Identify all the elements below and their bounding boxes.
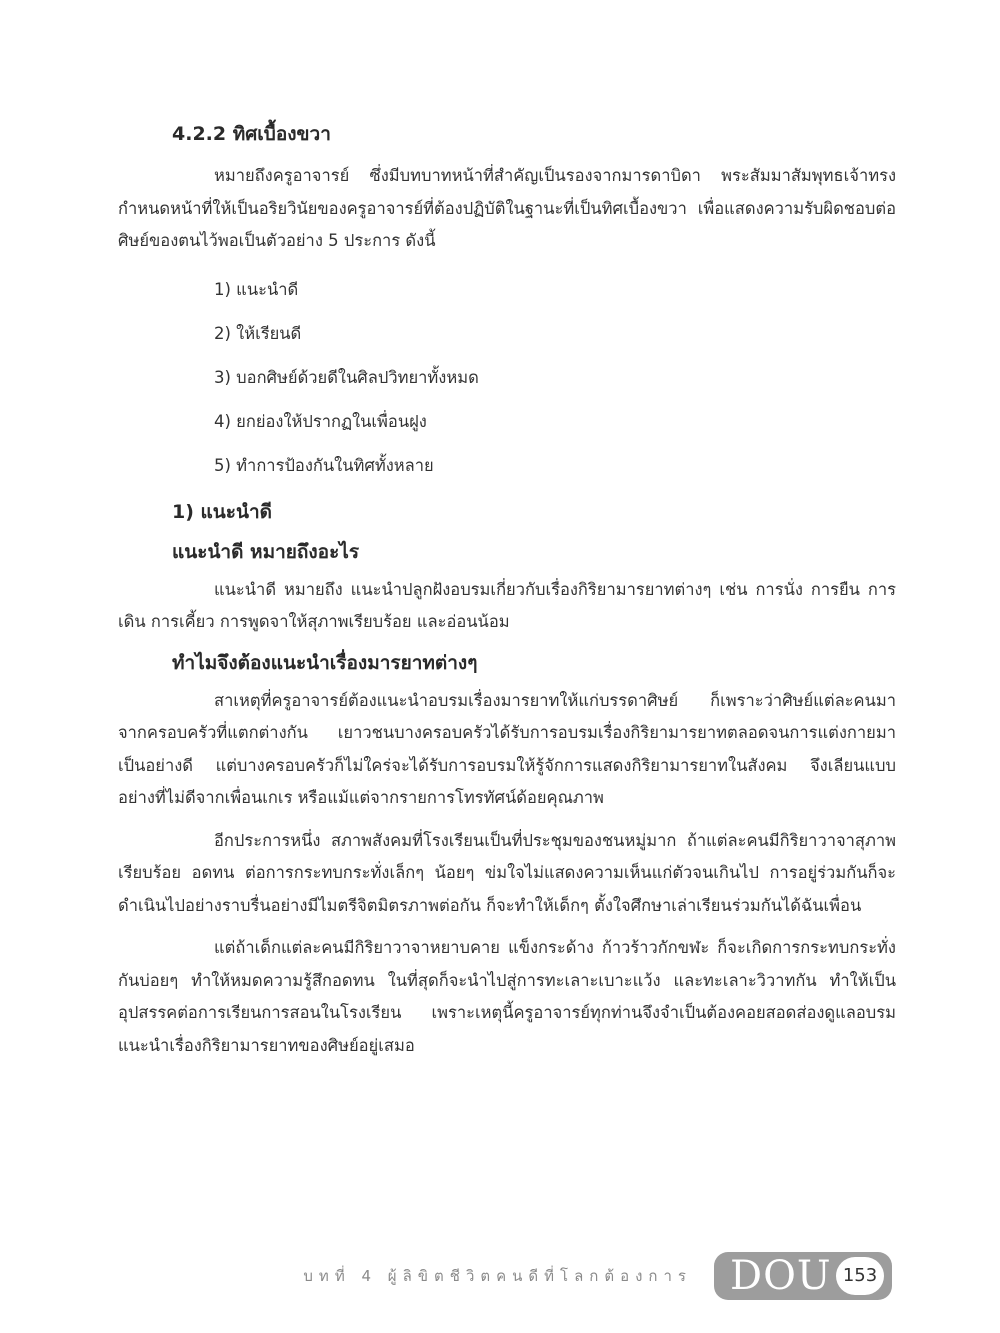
duty-item: 4) ยกย่องให้ปรากฏในเพื่อนฝูง (214, 411, 427, 431)
sub-heading-definition: แนะนำดี หมายถึงอะไร (172, 540, 360, 563)
sub-heading-guidance: 1) แนะนำดี (172, 500, 272, 523)
chapter-title: บทที่ 4 ผู้ลิขิตชีวิตคนดีที่โลกต้องการ (303, 1267, 692, 1285)
page-content (118, 118, 896, 1062)
sub-heading-reason: ทำไมจึงต้องแนะนำเรื่องมารยาทต่างๆ (172, 651, 478, 674)
duties-list (118, 268, 896, 488)
page-number: 153 (836, 1257, 884, 1295)
duty-item: 5) ทำการป้องกันในทิศทั้งหลาย (214, 455, 434, 475)
definition-paragraph: แนะนำดี หมายถึง แนะนำปลูกฝังอบรมเกี่ยวกับเรื่องกิริยามารยาทต่างๆ เช่น การนั่ง การยืน การเดิน การเคี้ยว การพูดจาให้สุภาพเรียบร้อย และอ่อนน้อม (118, 579, 896, 631)
dou-logo: DOU (730, 1253, 832, 1299)
duty-item: 3) บอกศิษย์ด้วยดีในศิลปวิทยาทั้งหมด (214, 367, 479, 387)
duty-item: 2) ให้เรียนดี (214, 323, 302, 343)
reason-paragraph-3: แต่ถ้าเด็กแต่ละคนมีกิริยาวาจาหยาบคาย แข็งกระด้าง ก้าวร้าวกักขฬะ ก็จะเกิดการกระทบกระทั่งกันบ่อยๆ ทำให้หมดความรู้สึกอดทน ในที่สุดก็จะนำไปสู่การทะเลาะเบาะแว้ง และทะเลาะวิวาทกัน ทำให้เป็นอุปสรรคต่อการเรียนการสอนในโรงเรียน เพราะเหตุนี้ครูอาจารย์ทุกท่านจึงจำเป็นต้องคอยสอดส่องดูแลอบรมแนะนำเรื่องกิริยามารยาทของศิษย์อยู่เสมอ (118, 938, 896, 1055)
dou-badge (714, 1252, 892, 1300)
reason-paragraph-1: สาเหตุที่ครูอาจารย์ต้องแนะนำอบรมเรื่องมารยาทให้แก่บรรดาศิษย์ ก็เพราะว่าศิษย์แต่ละคนมาจากครอบครัวที่แตกต่างกัน เยาวชนบางครอบครัวได้รับการอบรมเรื่องกิริยามารยาทตลอดจนการแต่งกายมาเป็นอย่างดี แต่บางครอบครัวก็ไม่ใคร่จะได้รับการอบรมให้รู้จักการแสดงกิริยามารยาทในสังคม จึงเลียนแบบอย่างที่ไม่ดีจากเพื่อนเกเร หรือแม้แต่จากรายการโทรทัศน์ด้อยคุณภาพ (118, 690, 896, 807)
reason-paragraph-2: อีกประการหนึ่ง สภาพสังคมที่โรงเรียนเป็นที่ประชุมของชนหมู่มาก ถ้าแต่ละคนมีกิริยาวาจาสุภาพเรียบร้อย อดทน ต่อการกระทบกระทั่งเล็กๆ น้อยๆ ข่มใจไม่แสดงความเห็นแก่ตัวจนเกินไป การอยู่ร่วมกันก็จะดำเนินไปอย่างราบรื่นอย่างมีไมตรีจิตมิตรภาพต่อกัน ก็จะทำให้เด็กๆ ตั้งใจศึกษาเล่าเรียนร่วมกันได้ฉันเพื่อน (118, 830, 896, 915)
section-heading: 4.2.2 ทิศเบื้องขวา (172, 123, 331, 145)
page-footer (0, 1250, 1000, 1302)
duty-item: 1) แนะนำดี (214, 279, 299, 299)
intro-paragraph: หมายถึงครูอาจารย์ ซึ่งมีบทบาทหน้าที่สำคัญเป็นรองจากมารดาบิดา พระสัมมาสัมพุทธเจ้าทรงกำหนดหน้าที่ให้เป็นอริยวินัยของครูอาจารย์ที่ต้องปฏิบัติในฐานะที่เป็นทิศเบื้องขวา เพื่อแสดงความรับผิดชอบต่อศิษย์ของตนไว้พอเป็นตัวอย่าง 5 ประการ ดังนี้ (118, 166, 896, 250)
